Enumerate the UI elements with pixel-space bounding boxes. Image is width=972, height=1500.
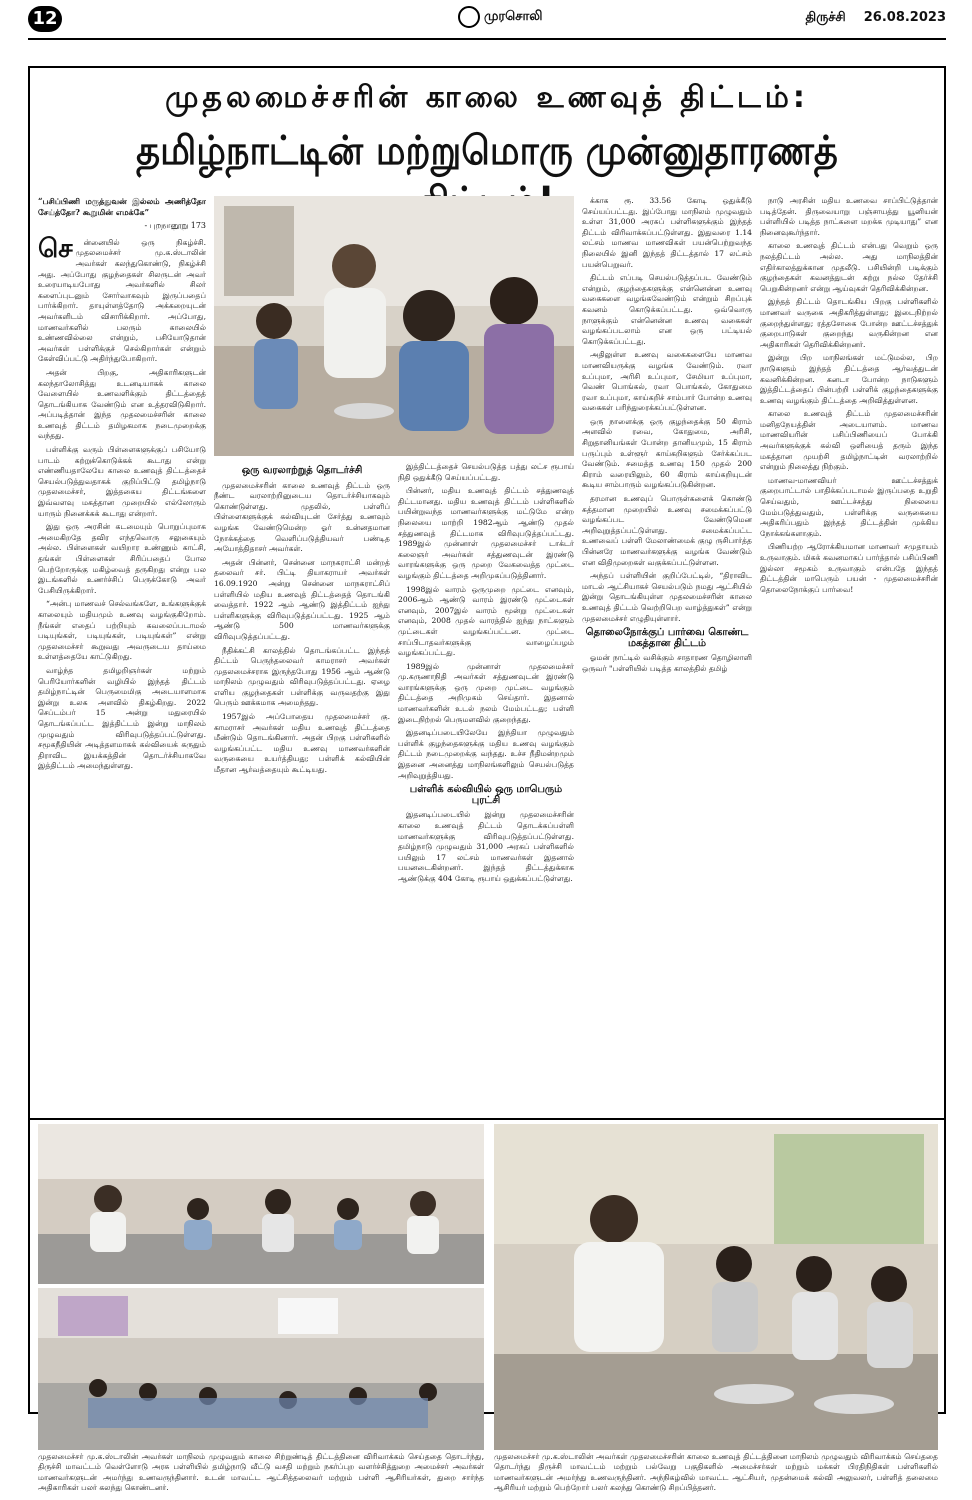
paragraph: ஒரு நாளைக்கு ஒரு குழந்தைக்கு 50 கிராம் அளவில் ரவை, கோதுமை, அரிசி, சிறுதானியங்கள் போன்ற தானியமும், 15 கிராம் பருப்பும் உள்ளூர் காய்கறிகளும் சேர்க்கப்பட வேண்டும். சமைத்த உணவு 150 முதல் 200 கிராம் வரையிலும், 60 கிராம் காய்கறியுடன் கூடிய சாம்பாரும் வழங்கப்படுகின்றன.	[582, 416, 752, 490]
paragraph: அதிலுள்ள உணவு வகைகளையே மாணவ மாணவியருக்கு வழங்க வேண்டும். ரவா உப்புமா, அரிசி உப்புமா, சேமியா உப்புமா, வெண் பொங்கல், ரவா பொங்கல், கோதுமை ரவா உப்புமா, காய்கறிச் சாம்பார் போன்ற உணவு வகைகள் பரிந்துரைக்கப்பட்டுள்ளன.	[582, 350, 752, 413]
article-column-4	[582, 196, 752, 1106]
logo-emblem-icon	[458, 6, 480, 28]
paragraph: க்காக ரூ. 33.56 கோடி ஒதுக்கீடு செய்யப்பட்டது. இப்போது மாநிலம் முழுவதும் உள்ள 31,000 அரசுப் பள்ளிகளுக்கும் இந்தத் திட்டம் விரிவாக்கப்பட்டுள்ளது. இதுவரை 1.14 லட்சம் மாணவ மாணவிகள் பயன்பெற்றுவந்த நிலையில் இனி இந்தத் திட்டத்தால் 17 லட்சம் பயன்பெறுவர்.	[582, 196, 752, 269]
paragraph: இன்று பிற மாநிலங்கள் மட்டுமல்ல, பிற நாடுகளும் இந்தத் திட்டத்தை ஆர்வத்துடன் கவனிக்கின்றன. கனடா போன்ற நாடுகளும் இத்திட்டத்தைப் பின்பற்றி பள்ளிக் குழந்தைகளுக்கு உணவு வழங்கும் திட்டத்தை அறிவித்துள்ளன.	[760, 353, 938, 405]
drop-cap: செ	[38, 233, 73, 264]
paragraph: வாழ்ந்த தமிழறிஞர்கள் மற்றும் பெரியோர்களின் வழியில் இந்தத் திட்டம் தமிழ்நாட்டின் பெருமைமிகு அடையாளமாக இன்று உலக அளவில் திகழ்கிறது. 2022 செப்டம்பர் 15 அன்று மதுரையில் தொடங்கப்பட்ட இத்திட்டம் இன்று மாநிலம் முழுவதும் விரிவுபடுத்தப்பட்டுள்ளது. சமூகநீதியின் அடித்தளமாகக் கல்வியைக் கருதும் திராவிட இயக்கத்தின் தொடர்ச்சியாகவே இத்திட்டம் அமைந்துள்ளது.	[38, 665, 206, 771]
article-column-1	[38, 196, 206, 1106]
photo-cm-with-students	[214, 196, 574, 456]
subheading: பள்ளிக் கல்வியில் ஒரு மாபெரும் புரட்சி	[409, 784, 563, 806]
paragraph: பிணியற்ற ஆரோக்கியமான மாணவர் சமுதாயம் உருவாகும். மிகக் கவனமாகப் பார்த்தால் பசிப்பிணி இல்லா சமூகம் உருவாகும் என்பதே இந்தத் திட்டத்தின் மாபெரும் பயன் - முதலமைச்சரின் தொலைநோக்குப் பார்வை!	[760, 542, 938, 594]
paragraph: இதனடிப்படையில் இன்று முதலமைச்சரின் காலை உணவுத் திட்டம் தொடக்கப்பள்ளி மாணவர்களுக்கு விரிவுபடுத்தப்பட்டுள்ளது. தமிழ்நாடு முழுவதும் 31,000 அரசுப் பள்ளிகளில் பயிலும் 17 லட்சம் மாணவர்கள் இதனால் பயனடைகின்றனர். இந்தத் திட்டத்துக்காக ஆண்டுக்கு 404 கோடி ரூபாய் ஒதுக்கப்பட்டுள்ளது.	[398, 810, 574, 883]
dateline	[806, 10, 946, 26]
paragraph: முதலமைச்சரின் காலை உணவுத் திட்டம் ஒரு நீண்ட வரலாற்றினுடைய தொடர்ச்சியாகவும் கொண்டுள்ளது. முதலில், பள்ளிப் பிள்ளைகளுக்குக் கல்வியுடன் சேர்த்து உணவும் வழங்க வேண்டுமென்ற ஓர் உன்னதமான நோக்கத்தை வெளிப்படுத்தியவர் பண்டித அயோத்திதாசர் அவர்கள்.	[214, 480, 390, 554]
paragraph: அதன் பிறகு, அதிகாரிகளுடன் கலந்தாலோசித்து உடனடியாகக் காலை வேளையில் உணவளிக்கும் திட்டத்தைத் தொடங்கியாக வேண்டும் என உத்தரவிடுகிறார். அப்படித்தான் இந்த முதலமைச்சரின் காலை உணவுத் திட்டம் தமிழகமாக நடைமுறைக்கு வந்தது.	[38, 367, 206, 441]
paragraph: 1998இல் வாரம் ஒருமுறை முட்டை எனவும், 2006ஆம் ஆண்டு வாரம் இரண்டு முட்டைகள் எனவும், 2007இல் வாரம் மூன்று முட்டைகள் எனவும், 2008 முதல் வாரத்தில் ஐந்து நாட்களும் முட்டைகள் வழங்கப்பட்டன. முட்டை சாப்பிடாதவர்களுக்கு வாழைப்பழம் வழங்கப்பட்டது.	[398, 584, 574, 658]
article-column-5	[760, 196, 938, 1106]
epigraph-source: - புறநானூறு 173	[144, 221, 206, 231]
photo-illustration	[38, 1288, 484, 1450]
masthead	[28, 0, 946, 40]
paragraph: தரமான உணவுப் பொருள்களைக் கொண்டு சுத்தமான முறையில் உணவு சமைக்கப்பட்டு வழங்கப்பட வேண்டுமென அறிவுறுத்தப்பட்டுள்ளது. சமைக்கப்பட்ட உணவைப் பள்ளி மேலாண்மைக் குழு ருசிபார்த்த பின்னரே மாணவர்களுக்கு வழங்க வேண்டும் என விதிமுறைகள் வகுக்கப்பட்டுள்ளன.	[582, 494, 752, 567]
article-column-2	[214, 462, 390, 1106]
paragraph: காலை உணவுத் திட்டம் முதலமைச்சரின் மனிதநேயத்தின் அடையாளம். மாணவ மாணவியரின் பசிப்பிணியைப் போக்கி அவர்களுக்குக் கல்வி ஒளியைத் தரும் இந்த மகத்தான முயற்சி தமிழ்நாட்டின் வரலாற்றில் என்றும் நிலைத்து நிற்கும்.	[760, 409, 938, 472]
paragraph: பின்னர், மதிய உணவுத் திட்டம் சத்துணவுத் திட்டமானது. மதிய உணவுத் திட்டம் பள்ளிகளில் பயின்றுவந்த மாணவர்களுக்கு மட்டுமே என்ற நிலையை மாற்றி 1982ஆம் ஆண்டு முதல் சத்துணவுத் திட்டமாக விரிவுபடுத்தப்பட்டது. 1989இல் முன்னாள் முதலமைச்சர் டாக்டர் கலைஞர் அவர்கள் சத்துணவுடன் இரண்டு வாரங்களுக்கு ஒரு முறை வேகவைத்த முட்டை வழங்கும் திட்டத்தை அறிமுகப்படுத்தினார்.	[398, 486, 574, 580]
paragraph: அதன் பின்னர், சென்னை மாநகராட்சி மன்றத் தலைவர் சர். பிட்டி தியாகராயர் அவர்கள் 16.09.1920 அன்று சென்னை மாநகராட்சிப் பள்ளியில் மதிய உணவுத் திட்டத்தைத் தொடங்கி வைத்தார். 1922 ஆம் ஆண்டு இத்திட்டம் ஐந்து பள்ளிகளுக்கு விரிவுபடுத்தப்பட்டது. 1925 ஆம் ஆண்டு 500 மாணவர்களுக்கு விரிவுபடுத்தப்பட்டது.	[214, 557, 390, 641]
paper-name: முரசொலி	[484, 9, 543, 24]
epigraph-quote: “பசிப்பிணி மருத்துவன் இல்லம் அணித்தோ சேய்த்தோ? கூறுமின் எமக்கே”	[38, 196, 206, 217]
paragraph: பள்ளிக்கு வரும் பிள்ளைகளுக்குப் பசியோடு பாடம் கற்றுக்கொடுக்கக் கூடாது என்று எண்ணியதாலேயே காலை உணவுத் திட்டத்தைச் செயல்படுத்துவதாகக் குறிப்பிட்டு தமிழ்நாடு முதலமைச்சர், இத்தகைய திட்டங்களை இவ்வளவு மகத்தான முறையில் எல்லோரும் யாரும் நினைக்கக் கூடாது என்றார்.	[38, 445, 206, 518]
page-number: 12	[28, 6, 62, 32]
paragraph: இத்திட்டத்தைச் செயல்படுத்த பத்து லட்ச ரூபாய் நிதி ஒதுக்கீடு செய்யப்பட்டது.	[398, 462, 574, 482]
photo-illustration	[214, 196, 574, 456]
paragraph: இந்தத் திட்டம் தொடங்கிய பிறகு பள்ளிகளில் மாணவர் வருகை அதிகரித்துள்ளது; இடைநிற்றல் குறைந்துள்ளது; ரத்தசோகை போன்ற ஊட்டச்சத்துக் குறைபாடுகள் குறைந்து வருகின்றன என அதிகாரிகள் தெரிவிக்கின்றனர்.	[760, 297, 938, 349]
paragraph: “அன்பு மாணவச் செல்வங்களே, உங்களுக்குக் காலையும் மதியமும் உணவு வழங்குகிறோம். நீங்கள் எதைப் பற்றியும் கவலைப்படாமல் படியுங்கள், படியுங்கள், படியுங்கள்” என்று முதலமைச்சர் கூறுவது அவருடைய தாய்மை உள்ளத்தையே காட்டுகிறது.	[38, 599, 206, 662]
edition-city: திருச்சி	[805, 10, 846, 25]
article-headline: தமிழ்நாட்டின் மற்றுமொரு முன்னுதாரணத்	[136, 128, 838, 174]
section-divider	[28, 1118, 946, 1120]
paper-logo	[458, 6, 543, 28]
photo-students-dining-hall	[38, 1288, 484, 1450]
photo-caption-right: முதலமைச்சர் மு.க.ஸ்டாலின் அவர்கள் முதலமைச்சரின் காலை உணவுத் திட்டத்தினை மாநிலம் முழுவதும் விரிவாக்கம் செய்ததை தொடர்ந்து திருச்சி மாவட்டம் மற்றும் பல்வேறு பகுதிகளில் அமைச்சர்கள் மற்றும் மக்கள் பிரதிநிதிகள் பள்ளிகளில் மாணவர்களுடன் அமர்ந்து உணவருந்தினர். அந்நிகழ்வில் மாவட்ட ஆட்சியர், முதன்மைக் கல்வி அலுவலர், பள்ளித் தலைமை ஆசிரியர் மற்றும் பெற்றோர் பலர் கலந்து கொண்டு சிறப்பித்தனர்.	[494, 1452, 938, 1493]
photo-illustration	[38, 1124, 484, 1284]
paragraph: திட்டம் எப்படி செயல்படுத்தப்பட வேண்டும் என்றும், குழந்தைகளுக்கு என்னென்ன உணவு வகைகளை வழங்கவேண்டும் என்றும் சிறப்புக் கவனம் கொடுக்கப்பட்டது. ஒவ்வொரு நாளுக்கும் என்னென்ன உணவு வகைகள் வழங்கப்படலாம் என ஒரு பட்டியல் கொடுக்கப்பட்டது.	[582, 273, 752, 346]
paragraph: அந்தப் பள்ளியின் குறிப்பேட்டில், “திராவிட மாடல் ஆட்சியாகச் செயல்படும் நமது ஆட்சியில் இன்று தொடங்கியுள்ள முதலமைச்சரின் காலை உணவுத் திட்டம் வெற்றிபெற வாழ்த்துகள்” என்று முதலமைச்சர் எழுதியுள்ளார்.	[582, 571, 752, 623]
edition-date: 26.08.2023	[863, 10, 946, 25]
subheading: ஒரு வரலாற்றுத் தொடர்ச்சி	[241, 465, 363, 476]
paragraph: இது ஒரு அரசின் கடமையும் பொறுப்புமாக அமைகிறதே தவிர எந்தவொரு சலுகையும் அல்ல. பிள்ளைகள் வயிறார உண்ணும் காட்சி, தங்கள் பிள்ளைகள் சிரிப்பதைப் போல பெற்றோருக்கு மகிழ்வைத் தருகிறது என்று பல இடங்களில் உணர்ச்சிப் பெருக்கோடு அவர் பேசியிருக்கிறார்.	[38, 522, 206, 595]
paragraph: 1957இல் அப்போதைய முதலமைச்சர் கு. காமராசர் அவர்கள் மதிய உணவுத் திட்டத்தை மீண்டும் தொடங்கினார். அதன் பிறகு பள்ளிகளில் வழங்கப்பட்ட மதிய உணவு மாணவர்களின் வருகையை உயர்த்தியது; பள்ளிக் கல்வியின் மீதான ஆர்வத்தையும் கூட்டியது.	[214, 712, 390, 775]
photo-leader-eating-with-children	[494, 1124, 938, 1450]
subheading: தொலைநோக்குப் பார்வை கொண்ட மகத்தான திட்டம்	[585, 627, 749, 649]
paragraph: நாடு அரசின் மதிய உணவை சாப்பிட்டுத்தான் படித்தேன். திருவையாறு பஞ்சாயத்து யூனியன் பள்ளியில் படித்த நாட்களை மறக்க முடியாது” என நினைவுகூர்ந்தார்.	[760, 196, 938, 237]
photo-caption-left: முதலமைச்சர் மு.க.ஸ்டாலின் அவர்கள் மாநிலம் முழுவதும் காலை சிற்றுண்டித் திட்டத்தினை விரிவாக்கம் செய்ததை தொடர்ந்து, திருச்சி மாவட்டம் வெள்ளோடு அரசு பள்ளியில் தமிழ்நாடு வீட்டு வசதி மற்றும் நகர்ப்புற வளர்ச்சித்துறை அமைச்சர் அவர்கள் மாணவர்களுடன் அமர்ந்து உணவருந்தினார். உடன் மாவட்ட ஆட்சித்தலைவர் மற்றும் பள்ளி ஆசிரியர்கள், துறை சார்ந்த அதிகாரிகள் பலர் கலந்து கொண்டனர்.	[38, 1452, 484, 1493]
photo-illustration	[494, 1124, 938, 1450]
article-kicker: முதலமைச்சரின் காலை உணவுத் திட்டம்:	[165, 80, 809, 115]
paragraph: மாணவ-மாணவியர் ஊட்டச்சத்துக் குறைபாட்டால் பாதிக்கப்படாமல் இருப்பதை உறுதி செய்வதும், ஊட்டச்சத்து நிலையை மேம்படுத்துவதும், பள்ளிக்கு வருகையை அதிகரிப்பதும் இந்தத் திட்டத்தின் முக்கிய நோக்கங்களாகும்.	[760, 475, 938, 538]
paragraph: ஓமன் நாட்டில் வசிக்கும் சாதாரண தொழிலாளி ஒருவர் "பள்ளியில் படித்த காலத்தில் தமிழ்	[582, 653, 752, 673]
paragraph: காலை உணவுத் திட்டம் என்பது வெறும் ஒரு நலத்திட்டம் அல்ல. அது மாநிலத்தின் எதிர்காலத்துக்கான முதலீடு. பசியின்றி படிக்கும் குழந்தைகள் கவனத்துடன் கற்று நல்ல தேர்ச்சி பெறுகின்றனர் என்று ஆய்வுகள் தெரிவிக்கின்றன.	[760, 241, 938, 293]
photo-minister-with-students	[38, 1124, 484, 1284]
paragraph: இதனடிப்படையிலேயே இந்தியா முழுவதும் பள்ளிக் குழந்தைகளுக்கு மதிய உணவு வழங்கும் திட்டம் நடைமுறைக்கு வந்தது. உச்ச நீதிமன்றமும் இதனை அனைத்து மாநிலங்களிலும் செயல்படுத்த அறிவுறுத்தியது.	[398, 728, 574, 780]
paragraph: ன்னையில் ஒரு நிகழ்ச்சி. முதலமைச்சர் மு.க.ஸ்டாலின் அவர்கள் கலந்துகொண்டு, நிகழ்ச்சி அது. அப்போது குழந்தைகள் சிலருடன் அவர் உரையாடியபோது அவர்களில் சிலர் களைப்புடனும் சோர்வாகவும் இருப்பதைப் பார்க்கிறார். தாயுள்ளத்தோடு அக்கறையுடன் அவர்களிடம் விசாரிக்கிறார். அப்போது, மாணவர்களில் பலரும் காலையில் உண்ணவில்லை என்றும், பசியோடுதான் அவர்கள் பள்ளிக்குச் செல்கிறார்கள் என்றும் கேள்விப்பட்டு அதிர்ந்துபோகிறார்.	[38, 237, 206, 364]
paragraph: நீதிக்கட்சி காலத்தில் தொடங்கப்பட்ட இந்தத் திட்டம் பெருந்தலைவர் காமராசர் அவர்கள் முதலமைச்சராக இருந்தபோது 1956 ஆம் ஆண்டு மாநிலம் முழுவதும் விரிவுபடுத்தப்பட்டது. ஏழை எளிய குழந்தைகள் பள்ளிக்கு வருவதற்கு இது பெரும் ஊக்கமாக அமைந்தது.	[214, 645, 390, 708]
article-column-3	[398, 462, 574, 1106]
paragraph: 1989இல் முன்னாள் முதலமைச்சர் மு.கருணாநிதி அவர்கள் சத்துணவுடன் இரண்டு வாரங்களுக்கு ஒரு முறை முட்டை வழங்கும் திட்டத்தை அறிமுகம் செய்தார். இதனால் மாணவர்களின் உடல் நலம் மேம்பட்டது; பள்ளி இடைநிற்றல் பெருமளவில் குறைந்தது.	[398, 661, 574, 724]
